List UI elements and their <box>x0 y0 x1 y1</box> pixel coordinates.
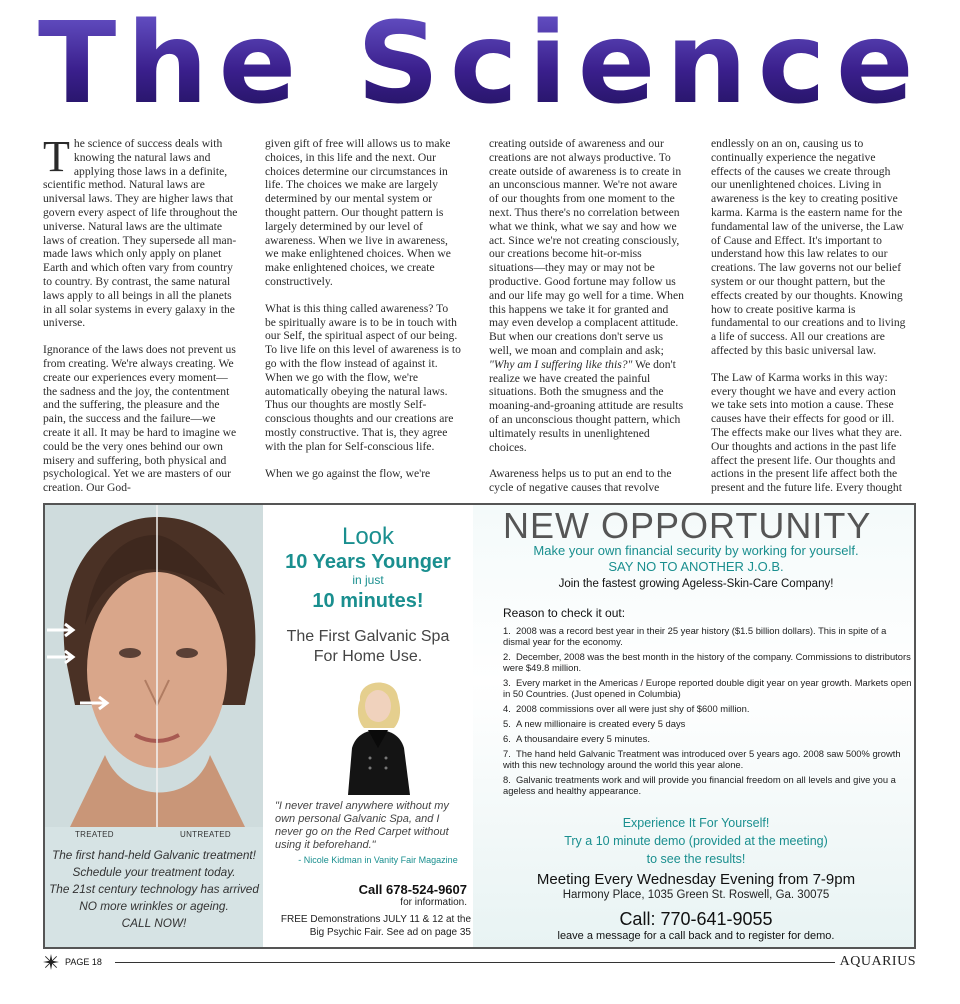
item-number: 6. <box>503 733 511 744</box>
caption-line: NO more wrinkles or ageing. <box>79 899 229 913</box>
page-number: PAGE 18 <box>65 957 102 967</box>
celebrity-photo <box>318 670 438 795</box>
caption-line: The first hand-held Galvanic treatment! <box>52 848 256 862</box>
column-paragraph: The Law of Karma works in this way: every thought we have and every action we take sets into motion a cause. These causes have their effects for good or ill. The effects make our lives what they are. Our thoughts and actions in the past life affect the present life. Our thoughts and actions in the present life affect both the present and the future life. Every thought <box>711 370 903 495</box>
article-column-2 <box>265 137 461 487</box>
list-item <box>503 677 913 699</box>
meeting-schedule: Meeting Every Wednesday Evening from 7-9pm <box>536 871 856 888</box>
galvanic-line: The First Galvanic Spa <box>286 628 450 645</box>
list-item <box>503 774 913 796</box>
article-body <box>43 132 923 495</box>
ad-middle-panel <box>263 505 473 947</box>
list-item <box>503 733 913 744</box>
column-paragraph: When we go against the flow, we're <box>265 466 431 480</box>
column-paragraph: endlessly on an on, causing us to continually experience the negative effects of the causes we create through our unenlightened choices. Living in awareness is the key to creating positive karma. Karma is the eastern name for the fundamental law of the universe, the Law of Cause and Effect. It's important to understand how this law relates to our creations. The law governs not our belief system or our thought pattern, but the effects created by our thoughts. Knowing how to create positive karma is fundamental to our creations and to living a life of success. All our creations are affected by this basic universal law. <box>711 137 906 357</box>
caption-line: The 21st century technology has arrived <box>49 882 259 896</box>
treated-label: TREATED <box>75 830 114 839</box>
reasons-title: Reason to check it out: <box>503 606 626 620</box>
footer-divider <box>115 962 835 963</box>
list-item <box>503 703 913 714</box>
item-number: 3. <box>503 677 511 688</box>
list-item <box>503 625 913 647</box>
for-information-text: for information. <box>400 897 467 908</box>
ten-years-heading: 10 Years Younger <box>285 551 451 573</box>
ad-right-panel <box>477 505 915 947</box>
list-item <box>503 748 913 770</box>
paragraph-text: he science of success deals with knowing the natural laws and applying those laws in a definite, scientific method. Natural laws are universal laws. They are higher laws that govern every aspect of life throughout the universe. Natural laws are the ultimate laws of creation. They supersede all man-made laws which only apply on planet Earth and which often vary from country to country. By contrast, the same natural laws apply to all beings in all the planets in all solar systems in every galaxy in the universe. <box>43 137 238 330</box>
column-paragraph <box>489 137 685 454</box>
item-number: 2. <box>503 651 511 662</box>
meeting-address: Harmony Place, 1035 Green St. Roswell, Ga. 30075 <box>562 889 830 901</box>
experience-text: Experience It For Yourself! <box>622 816 770 830</box>
paragraph-text: creating outside of awareness and our creations are not always productive. To create outside of awareness is to create in an unconscious manner. We're not aware of our thoughts from one moment to the next. Thus there's no correlation between what we think, what we say and how we act. Since we're not creating consciously, our creations become hit-or-miss situations—they may or may not be productive. Good fortune may follow us and our life may go well for a time. When this happens we take it for granted and may even develop a complacent attitude. But when our creations don't serve us well, we moan and complain and ask; <box>489 137 684 357</box>
item-text: 2008 was a record best year in their 25 year history ($1.5 billion dollars). This in spite of a dismal year for the economy. <box>503 625 887 647</box>
item-text: Every market in the Americas / Europe reported double digit year on year growth. Markets open in 50 Countries. (Just opened in Columbia) <box>503 677 912 699</box>
drop-cap: T <box>43 132 70 181</box>
galvanic-line: For Home Use. <box>313 648 423 665</box>
item-number: 5. <box>503 718 511 729</box>
item-number: 1. <box>503 625 511 636</box>
item-text: The hand held Galvanic Treatment was introduced over 5 years ago. 2008 saw 500% growth with this new technology around the world this year alone. <box>503 748 901 770</box>
article-title <box>38 0 928 129</box>
item-number: 7. <box>503 748 511 759</box>
free-demonstrations <box>263 913 471 939</box>
leave-message-text: leave a message for a call back and to register for demo. <box>557 930 835 942</box>
column-paragraph: Ignorance of the laws does not prevent us from creating. We're always creating. We create our experiences every moment—the sadness and the joy, the contentment and the suffering, the pleasure and the pain, the success and the failure—we create it all. It may be hard to imagine we could be the very ones behind our own misery and suffering, both physical and psychological. Yet we are masters of our creation. Our God- <box>43 343 237 495</box>
item-text: A thousandaire every 5 minutes. <box>516 733 650 744</box>
article-column-3 <box>489 137 685 495</box>
free-line: FREE Demonstrations JULY 11 & 12 at the <box>280 914 471 925</box>
article-column-4 <box>711 137 907 495</box>
caption-line: CALL NOW! <box>121 916 187 930</box>
ad-left-panel <box>45 505 263 947</box>
see-results-text: to see the results! <box>646 852 746 866</box>
quote-attribution: - Nicole Kidman in Vanity Fair Magazine <box>298 855 458 865</box>
item-text: 2008 commissions over all were just shy of $600 million. <box>516 703 750 714</box>
article-column-1 <box>43 132 239 495</box>
advertisement <box>43 503 916 949</box>
in-just-text: in just <box>352 573 384 587</box>
join-company-text: Join the fastest growing Ageless-Skin-Care Company! <box>558 578 834 590</box>
paragraph-text: We don't realize we have created the painful situations. Both the smugness and the moaning-and-groaning attitude are results of an unconscious thought pattern, which ultimately results in unenlightened choices. <box>489 357 684 454</box>
publication-name: AQUARIUS <box>839 954 916 969</box>
column-paragraph: given gift of free will allows us to make choices, in this life and the next. Our choices determine our circumstances in life. The choices we make are largely determined by our mental system or thought pattern. Our thought pattern is largely determined by our level of awareness. When we live in awareness, we make enlightened choices. When we make enlightened choices, we create constructively. <box>265 137 451 288</box>
contact-phone: Call: 770-641-9055 <box>619 909 773 929</box>
page-footer <box>43 954 916 972</box>
say-no-text: SAY NO TO ANOTHER J.O.B. <box>608 559 784 574</box>
face-comparison-image <box>45 505 263 827</box>
column-paragraph: Awareness helps us to put an end to the cycle of negative causes that revolve <box>489 467 672 495</box>
galvanic-spa-text <box>263 627 473 667</box>
left-caption <box>45 847 263 932</box>
column-paragraph: What is this thing called awareness? To be spiritually aware is to be in touch with our Self, the spiritual aspect of our being. To live life on this level of awareness is to go with the flow instead of against it. When we go with the flow, we're automatically obeying the natural laws. Thus our thoughts are mostly Self-conscious thoughts and our creations are mostly constructive. That is, they agree with the plan for Self-conscious life. <box>265 301 461 453</box>
look-heading: Look <box>341 523 395 550</box>
untreated-label: UNTREATED <box>180 830 231 839</box>
paragraph-italic: "Why am I suffering like this?" <box>489 357 633 371</box>
testimonial-quote: "I never travel anywhere without my own personal Galvanic Spa, and I never go on the Red Carpet without using it beforehand." <box>275 800 449 851</box>
list-item <box>503 718 913 729</box>
info-phone: Call 678-524-9607 <box>358 882 467 897</box>
free-line: Big Psychic Fair. See ad on page 35 <box>309 927 471 938</box>
list-item <box>503 651 913 673</box>
financial-security-text: Make your own financial security by working for yourself. <box>533 543 859 558</box>
try-demo-text: Try a 10 minute demo (provided at the meeting) <box>564 834 828 848</box>
new-opportunity-headline: NEW OPPORTUNITY <box>503 505 872 546</box>
caption-line: Schedule your treatment today. <box>72 865 236 879</box>
star-icon <box>43 954 59 970</box>
article-title-text: The Science <box>38 0 925 129</box>
column-paragraph <box>43 132 239 330</box>
item-text: Galvanic treatments work and will provide you financial freedom on all levels and give you a ageless and healthy appearance. <box>503 774 896 796</box>
item-number: 4. <box>503 703 511 714</box>
reasons-list <box>503 625 913 800</box>
item-text: December, 2008 was the best month in the history of the company. Commissions to distributors were $49.8 million. <box>503 651 911 673</box>
item-text: A new millionaire is created every 5 days <box>516 718 686 729</box>
ten-minutes-heading: 10 minutes! <box>312 590 424 612</box>
item-number: 8. <box>503 774 511 785</box>
